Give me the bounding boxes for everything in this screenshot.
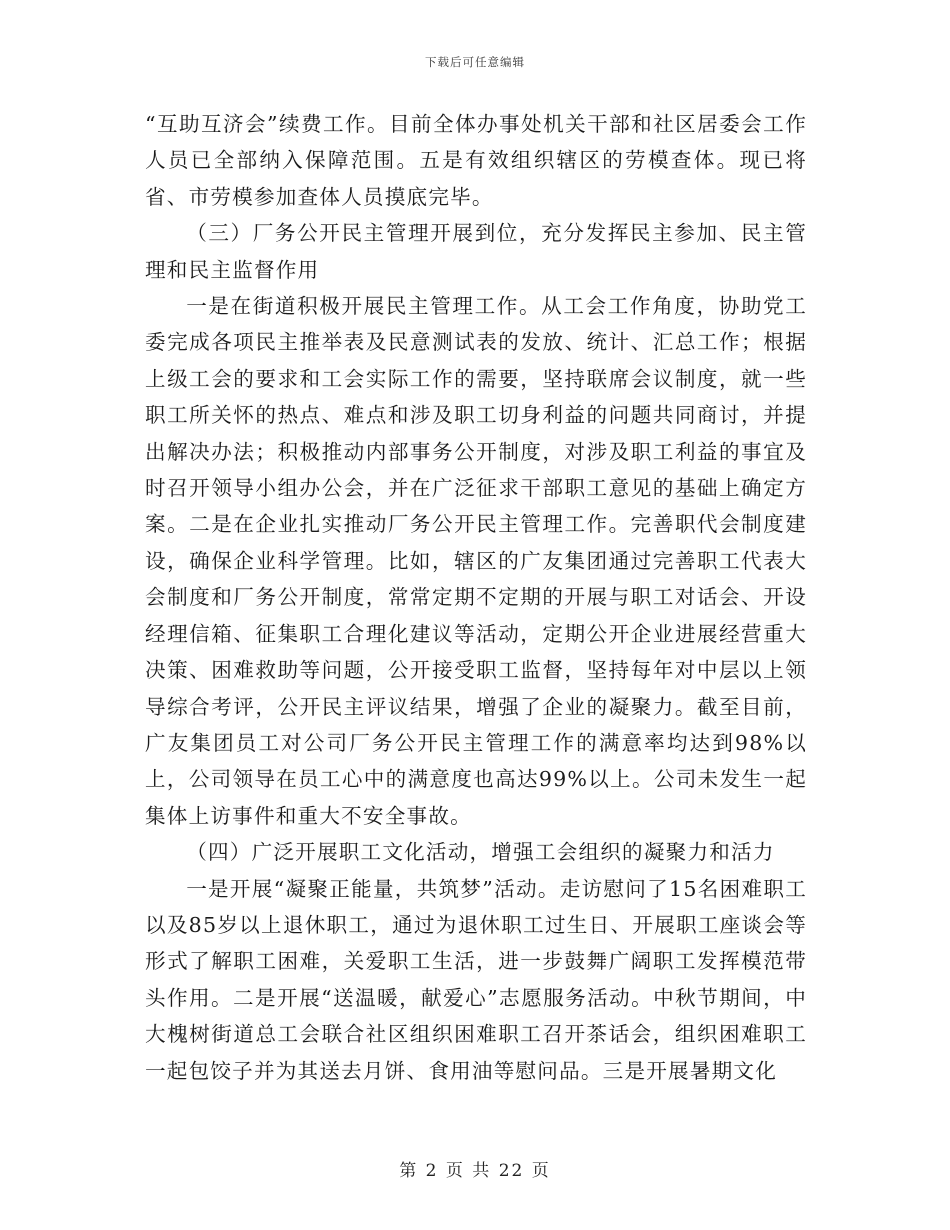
body-paragraph-1: “互助互济会”续费工作。目前全体办事处机关干部和社区居委会工作人员已全部纳入保障范围。五是有效组织辖区的劳模查体。现已将省、市劳模参加查体人员摸底完毕。 bbox=[145, 112, 807, 209]
page-number-footer: 第 2 页 共 22 页 bbox=[399, 1161, 551, 1181]
page-header-note: 下载后可任意编辑 bbox=[425, 55, 525, 69]
body-paragraph-3: 一是开展“凝聚正能量，共筑梦”活动。走访慰问了15名困难职工以及85岁以上退休职工，通过为退休职工过生日、开展职工座谈会等形式了解职工困难，关爱职工生活，进一步鼓舞广阔职工发挥模范带头作用。二是开展“送温暖，献爱心”志愿服务活动。中秋节期间，中大槐树街道总工会联合社区组织困难职工召开茶话会，组织困难职工一起包饺子并为其送去月饼、食用油等慰问品。三是开展暑期文化 bbox=[145, 876, 807, 1083]
body-paragraph-2: 一是在街道积极开展民主管理工作。从工会工作角度，协助党工委完成各项民主推举表及民意测试表的发放、统计、汇总工作；根据上级工会的要求和工会实际工作的需要，坚持联席会议制度，就一些职工所关怀的热点、难点和涉及职工切身利益的问题共同商讨，并提出解决办法；积极推动内部事务公开制度，对涉及职工利益的事宜及时召开领导小组办公会，并在广泛征求干部职工意见的基础上确定方案。二是在企业扎实推动厂务公开民主管理工作。完善职代会制度建设，确保企业科学管理。比如，辖区的广友集团通过完善职工代表大会制度和厂务公开制度，常常定期不定期的开展与职工对话会、开设经理信箱、征集职工合理化建议等活动，定期公开企业进展经营重大决策、困难救助等问题，公开接受职工监督，坚持每年对中层以上领导综合考评，公开民主评议结果，增强了企业的凝聚力。截至目前，广友集团员工对公司厂务公开民主管理工作的满意率均达到98%以上，公司领导在员工心中的满意度也高达99%以上。公司未发生一起集体上访事件和重大不安全事故。 bbox=[145, 294, 807, 828]
document-body bbox=[145, 106, 807, 1089]
section-heading-3: （三）厂务公开民主管理开展到位，充分发挥民主参加、民主管理和民主监督作用 bbox=[145, 221, 807, 282]
section-heading-4: （四）广泛开展职工文化活动，增强工会组织的凝聚力和活力 bbox=[186, 840, 775, 865]
